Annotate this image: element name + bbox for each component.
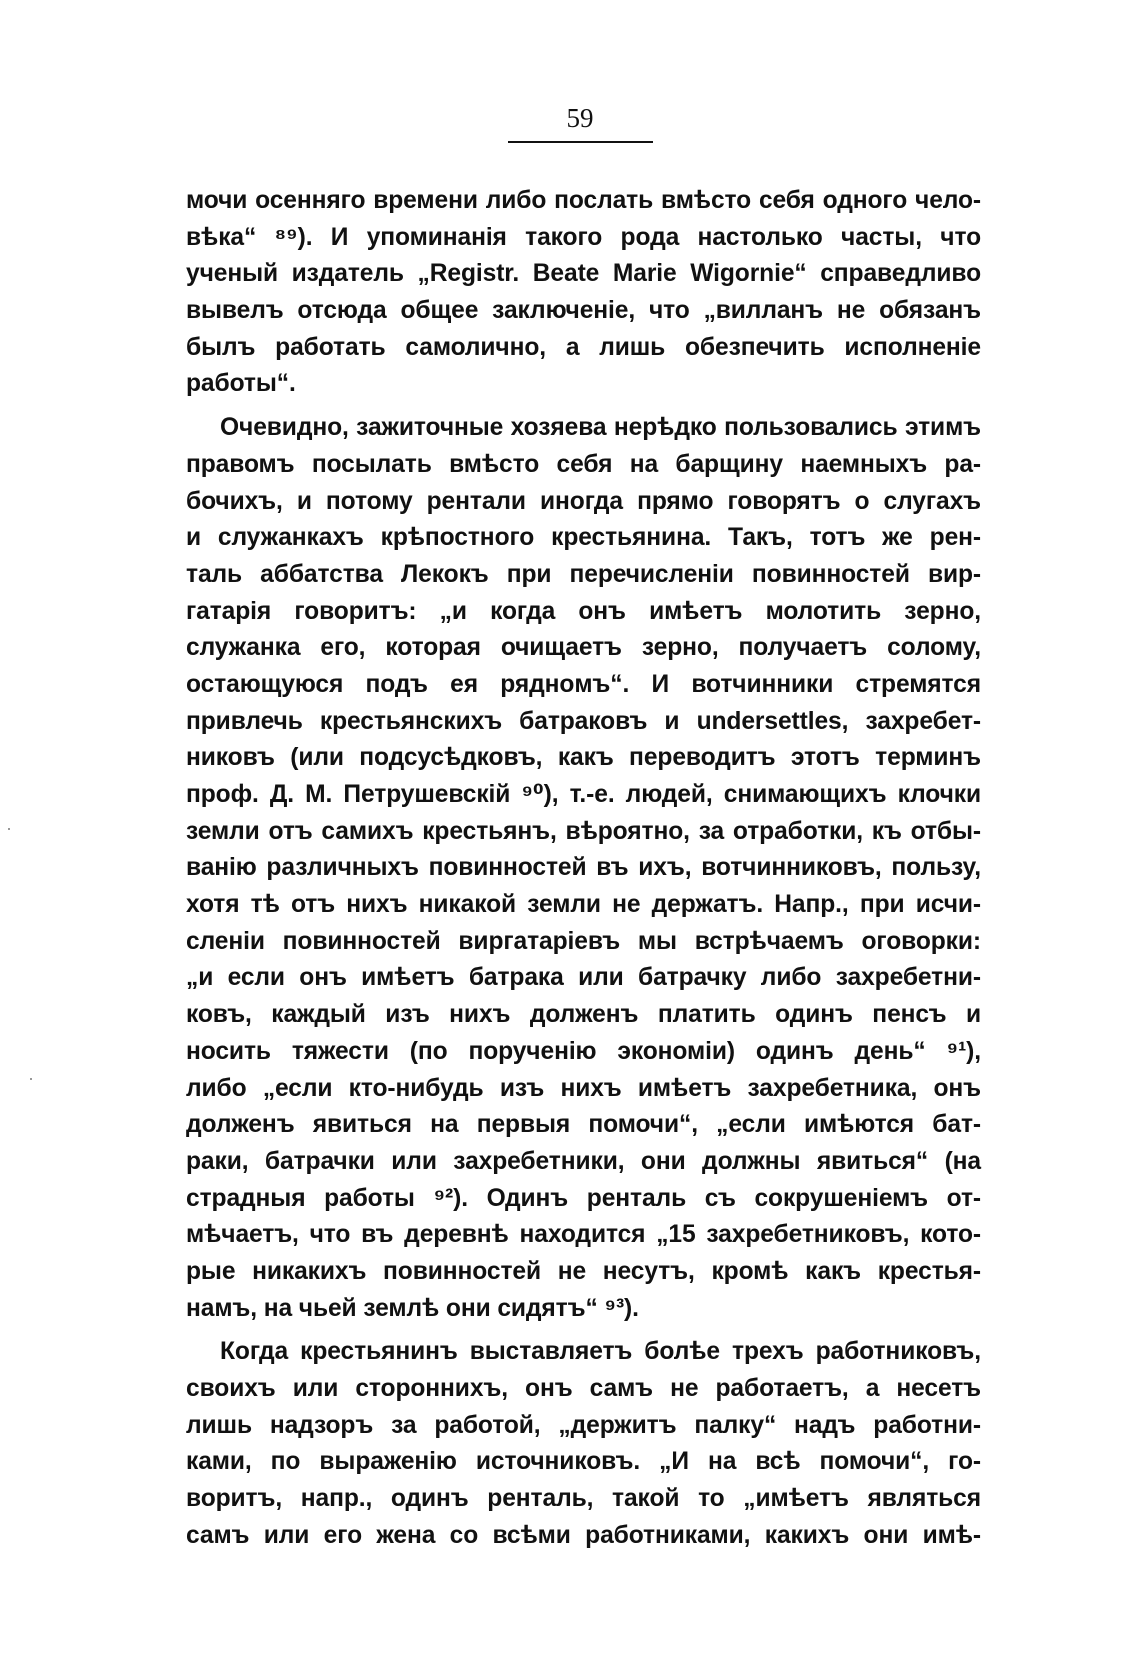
- text-line: привлечь крестьянскихъ батраковъ и undersettles, захребет-: [186, 707, 981, 735]
- page-number: 59: [566, 103, 594, 133]
- text-line: работы“.: [186, 370, 296, 398]
- text-line: долженъ явиться на первыя помочи“, „если имѣются бат-: [186, 1111, 981, 1139]
- text-line: и служанкахъ крѣпостного крестьянина. Такъ, тотъ же рен-: [186, 524, 981, 552]
- text-line: никовъ (или подсусѣдковъ, какъ переводитъ этотъ терминъ: [186, 744, 981, 772]
- paragraph-3: [186, 1334, 981, 1554]
- text-line: былъ работать самолично, а лишь обезпечить исполненіе: [186, 333, 981, 361]
- body-text: [186, 183, 981, 1554]
- text-line: сленіи повинностей виргатаріевъ мы встрѣчаемъ оговорки:: [186, 927, 981, 955]
- text-line: воритъ, напр., одинъ ренталь, такой то „имѣетъ являться: [186, 1485, 981, 1513]
- text-line: рые никакихъ повинностей не несутъ, кромѣ какъ крестья-: [186, 1257, 981, 1285]
- text-line: Когда крестьянинъ выставляетъ болѣе трехъ работниковъ,: [220, 1338, 981, 1366]
- text-line: ванію различныхъ повинностей въ ихъ, вотчинниковъ, пользу,: [186, 854, 981, 882]
- text-line: вѣка“ ⁸⁹). И упоминанія такого рода настолько часты, что: [186, 223, 981, 251]
- text-line: „и если онъ имѣетъ батрака или батрачку либо захребетни-: [186, 964, 981, 992]
- text-line: хотя тѣ отъ нихъ никакой земли не держатъ. Напр., при исчи-: [186, 891, 981, 919]
- text-line: проф. Д. М. Петрушевскій ⁹⁰), т.-е. людей, снимающихъ клочки: [186, 781, 981, 808]
- paragraph-gap: [186, 403, 981, 410]
- scan-speck: [30, 1078, 32, 1080]
- scan-speck: [8, 828, 10, 830]
- text-line: лишь надзоръ за работой, „держитъ палку“ надъ работни-: [186, 1411, 981, 1439]
- text-line: правомъ посылать вмѣсто себя на барщину наемныхъ ра-: [186, 450, 981, 478]
- text-line: земли отъ самихъ крестьянъ, вѣроятно, за отработки, къ отбы-: [186, 817, 981, 845]
- text-line: самъ или его жена со всѣми работниками, какихъ они имѣ-: [186, 1521, 981, 1549]
- paragraph-gap: [186, 1327, 981, 1334]
- text-line: служанка его, которая очищаетъ зерно, получаетъ солому,: [186, 634, 981, 662]
- header-rule: [508, 141, 653, 143]
- text-line: вывелъ отсюда общее заключеніе, что „вилланъ не обязанъ: [186, 297, 981, 325]
- text-line: мочи осенняго времени либо послать вмѣсто себя одного чело-: [186, 187, 981, 214]
- text-line: либо „если кто-нибудь изъ нихъ имѣетъ захребетника, онъ: [186, 1074, 981, 1102]
- text-line: раки, батрачки или захребетники, они должны явиться“ (на: [186, 1147, 981, 1175]
- text-line: ками, по выраженію источниковъ. „И на всѣ помочи“, го-: [186, 1448, 981, 1476]
- text-line: страдныя работы ⁹²). Одинъ рентaль съ сокрушеніемъ от-: [186, 1184, 981, 1212]
- text-line: ученый издатель „Registr. Beate Marie Wigornie“ справедливо: [186, 260, 981, 288]
- text-line: остающуюся подъ ея ряднoмъ“. И вотчинники стремятся: [186, 670, 981, 698]
- text-line: гатарія говоритъ: „и когда онъ имѣетъ молотить зерно,: [186, 597, 981, 625]
- text-line: своихъ или стороннихъ, онъ самъ не работаетъ, а несетъ: [186, 1375, 981, 1402]
- text-line: ковъ, каждый изъ нихъ долженъ платить одинъ пенсъ и: [186, 1001, 981, 1029]
- text-line: намъ, на чьей землѣ они сидятъ“ ⁹³).: [186, 1294, 639, 1322]
- text-line: мѣчаетъ, что въ деревнѣ находится „15 захребетниковъ, кото-: [186, 1221, 981, 1249]
- text-line: бочихъ, и потому рентали иногда прямо говорятъ о слугахъ: [186, 487, 981, 515]
- text-line: таль аббатства Лекокъ при перечисленіи повинностей вир-: [186, 560, 981, 588]
- paragraph-1: [186, 183, 981, 403]
- paragraph-2: [186, 410, 981, 1327]
- text-line: носить тяжести (по порученію экономіи) одинъ день“ ⁹¹),: [186, 1037, 981, 1065]
- text-line: Очевидно, зажиточные хозяева нерѣдко пользовались этимъ: [220, 414, 981, 442]
